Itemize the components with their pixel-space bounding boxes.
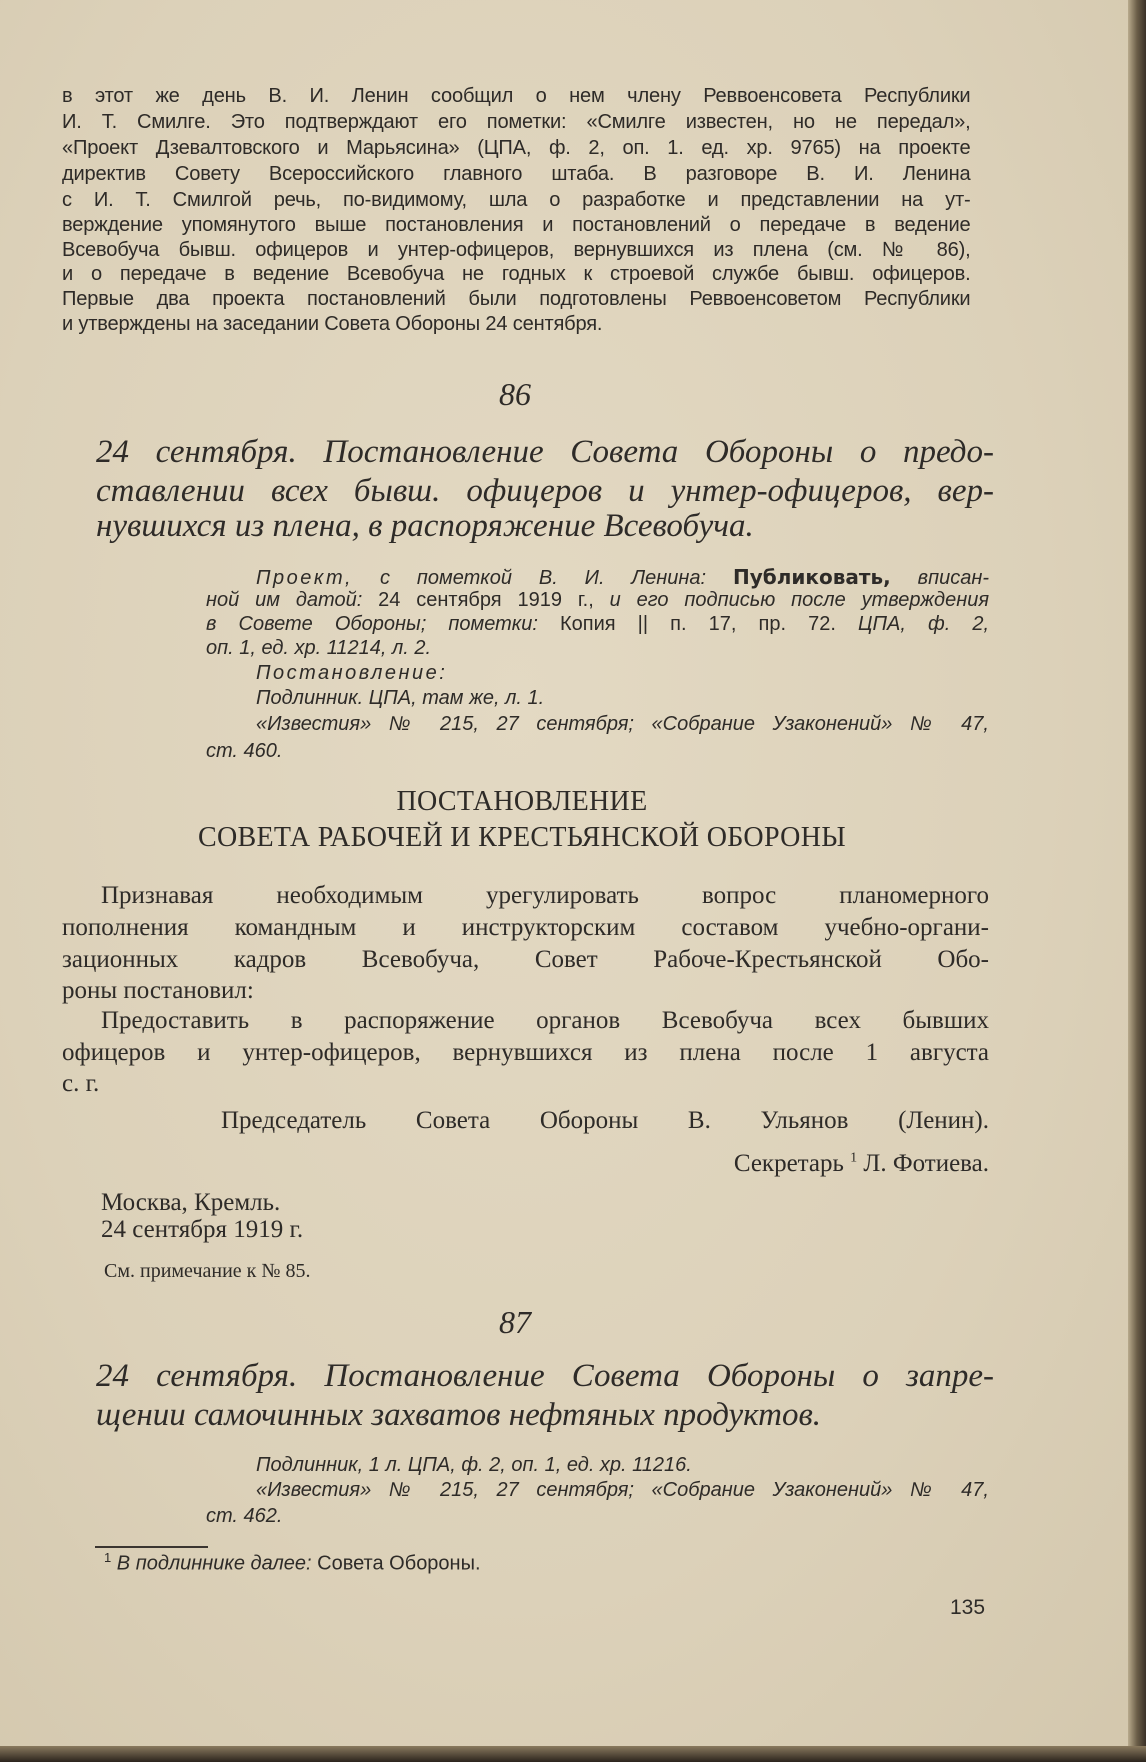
footnote-italic: В подлиннике далее:: [111, 1552, 312, 1575]
secretary-signature: [734, 1150, 989, 1178]
source-note: ст. 462.: [206, 1505, 283, 1527]
source-text: ЦПА, ф. 2,: [835, 613, 990, 635]
source-text: ной им датой:: [206, 589, 379, 611]
document-number: 86: [499, 376, 531, 412]
intro-line: верждение упомянутого выше постановления и постановлений о передаче в ведение: [62, 213, 971, 236]
source-note: «Известия» № 215, 27 сентября; «Собрание Узаконений» № 47,: [256, 713, 989, 735]
source-note: Подлинник. ЦПА, там же, л. 1.: [256, 687, 545, 709]
secretary-label: Секретарь: [733, 1150, 844, 1177]
intro-line: «Проект Дзевалтовского и Марьясина» (ЦПА, ф. 2, оп. 1. ед. хр. 9765) на проекте: [62, 136, 971, 159]
date: 24 сентября 1919 г.: [101, 1216, 304, 1243]
source-text: вписан-: [890, 567, 989, 589]
body-line: роны постановил:: [62, 977, 254, 1004]
body-line: с. г.: [62, 1070, 100, 1097]
source-note: оп. 1, ед. хр. 11214, л. 2.: [206, 637, 432, 659]
resolution-title: СОВЕТА РАБОЧЕЙ И КРЕСТЬЯНСКОЙ ОБОРОНЫ: [198, 822, 846, 853]
footnote-text: Совета Обороны.: [311, 1552, 481, 1575]
secretary-name: Л. Фотиева.: [857, 1150, 989, 1177]
source-note: Постановление:: [256, 662, 448, 684]
body-line: пополнения командным и инструкторским составом учебно-органи-: [62, 914, 989, 941]
source-note: [256, 565, 989, 590]
source-note: [206, 589, 989, 612]
footnote-divider: [95, 1546, 208, 1548]
resolution-title: ПОСТАНОВЛЕНИЕ: [396, 786, 648, 817]
book-spine: [1128, 0, 1146, 1762]
body-line: офицеров и унтер-офицеров, вернувшихся из плена после 1 августа: [62, 1039, 989, 1066]
source-text: и его подписью после утверждения: [593, 589, 990, 611]
lenin-mark: Публиковать,: [733, 565, 891, 589]
page-bottom-edge: [0, 1746, 1146, 1762]
intro-line: и о передаче в ведение Всевобуча не годных к строевой службе бывш. офицеров.: [62, 262, 971, 285]
body-line: Предоставить в распоряжение органов Всевобуча всех бывших: [101, 1007, 989, 1034]
intro-line: Всевобуча бывш. офицеров и унтер-офицеров, вернувшихся из плена (см. № 86),: [62, 238, 971, 261]
source-note: [206, 613, 989, 636]
cross-reference-note: См. примечание к № 85.: [104, 1260, 311, 1282]
source-note: «Известия» № 215, 27 сентября; «Собрание Узаконений» № 47,: [256, 1479, 989, 1501]
place: Москва, Кремль.: [101, 1189, 281, 1216]
intro-line: Первые два проекта постановлений были подготовлены Реввоенсоветом Республики: [62, 287, 971, 310]
body-line: Признавая необходимым урегулировать вопрос планомерного: [101, 882, 989, 909]
body-line: зационных кадров Всевобуча, Совет Рабоче-Крестьянской Обо-: [62, 946, 989, 973]
intro-line: директив Совету Всероссийского главного штаба. В разговоре В. И. Ленина: [62, 162, 971, 185]
source-note: ст. 460.: [206, 740, 283, 762]
source-marks: Копия || п. 17, пр. 72.: [559, 613, 836, 635]
source-date: 24 сентября 1919 г.,: [378, 589, 594, 611]
footnote: [104, 1550, 481, 1576]
source-text: в Совете Обороны; пометки:: [206, 613, 560, 635]
source-kind: Проект,: [256, 567, 354, 589]
document-heading: 24 сентября. Постановление Совета Обороны о предо-: [96, 434, 994, 470]
chairman-signature: Председатель Совета Обороны В. Ульянов (Ленин).: [221, 1107, 989, 1134]
footnote-mark: 1: [104, 1550, 112, 1565]
footnote-mark: 1: [850, 1150, 858, 1166]
document-heading: нувшихся из плена, в распоряжение Всевобуча.: [96, 508, 754, 544]
intro-line: и утверждены на заседании Совета Обороны 24 сентября.: [62, 312, 603, 335]
document-heading: щении самочинных захватов нефтяных продуктов.: [96, 1397, 822, 1433]
source-text: с пометкой В. И. Ленина:: [353, 567, 733, 589]
page-number: 135: [950, 1596, 986, 1619]
document-heading: 24 сентября. Постановление Совета Обороны о запре-: [96, 1358, 994, 1394]
document-heading: ставлении всех бывш. офицеров и унтер-офицеров, вер-: [96, 473, 994, 509]
intro-line: с И. Т. Смилгой речь, по-видимому, шла о разработке и представлении на ут-: [62, 188, 971, 211]
intro-line: в этот же день В. И. Ленин сообщил о нем члену Реввоенсовета Республики: [62, 84, 971, 107]
source-note: Подлинник, 1 л. ЦПА, ф. 2, оп. 1, ед. хр. 11216.: [256, 1454, 692, 1476]
intro-line: И. Т. Смилге. Это подтверждают его пометки: «Смилге известен, но не передал»,: [62, 110, 971, 133]
document-number: 87: [499, 1304, 531, 1340]
